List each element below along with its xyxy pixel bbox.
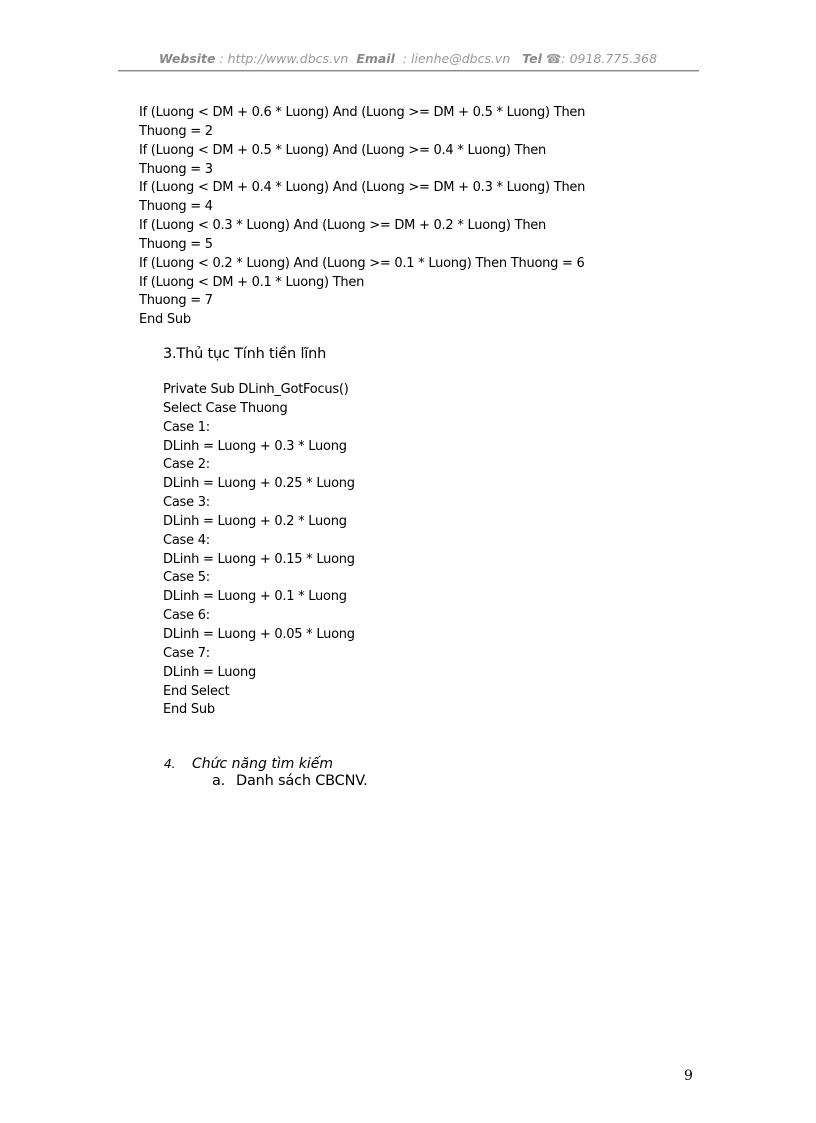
code-line: DLinh = Luong: [163, 664, 256, 680]
section-3-title: 3.Thủ tục Tính tiền lĩnh: [163, 346, 327, 362]
email-label: Email: [356, 51, 395, 66]
subsection-title: Danh sách CBCNV.: [236, 773, 368, 789]
code-line: Case 2:: [163, 457, 210, 473]
code-line: DLinh = Luong + 0.15 * Luong: [163, 551, 355, 567]
tel-label: Tel: [522, 51, 542, 66]
code-line: Thuong = 4: [139, 199, 213, 215]
subsection-letter: a.: [212, 773, 226, 789]
subsection-a: [212, 773, 368, 789]
code-line: Case 6:: [163, 608, 210, 624]
code-line: End Sub: [139, 312, 191, 328]
tel-number: : 0918.775.368: [561, 51, 658, 66]
code-line: If (Luong < DM + 0.5 * Luong) And (Luong >= 0.4 * Luong) Then: [139, 142, 547, 158]
code-line: DLinh = Luong + 0.1 * Luong: [163, 589, 347, 605]
website-label: Website: [158, 51, 216, 66]
code-line: If (Luong < DM + 0.6 * Luong) And (Luong >= DM + 0.5 * Luong) Then: [139, 105, 586, 120]
email-address: : lienhe@dbcs.vn: [402, 51, 511, 66]
code-block-thuong: [139, 104, 585, 330]
code-line: Thuong = 2: [139, 123, 213, 139]
code-line: DLinh = Luong + 0.05 * Luong: [163, 626, 355, 642]
section-4-label: Chức năng tìm kiếm: [192, 756, 334, 772]
code-line: Case 7:: [163, 645, 210, 661]
code-line: DLinh = Luong + 0.25 * Luong: [163, 476, 355, 492]
code-line: If (Luong < 0.2 * Luong) And (Luong >= 0.1 * Luong) Then Thuong = 6: [139, 255, 585, 271]
website-url: : http://www.dbcs.vn: [219, 51, 349, 66]
code-line: Case 5:: [163, 570, 210, 586]
header-rule: [118, 70, 699, 72]
page-number: 9: [684, 1068, 693, 1084]
code-block-dlinh: [163, 381, 355, 720]
code-line: Thuong = 5: [139, 236, 213, 252]
code-line: Case 3:: [163, 495, 210, 511]
code-line: End Select: [163, 683, 230, 699]
phone-icon: ☎: [545, 51, 562, 66]
code-line: If (Luong < 0.3 * Luong) And (Luong >= DM + 0.2 * Luong) Then: [139, 218, 547, 234]
code-line: Private Sub DLinh_GotFocus(): [163, 382, 349, 397]
code-line: If (Luong < DM + 0.4 * Luong) And (Luong >= DM + 0.3 * Luong) Then: [139, 180, 586, 196]
page-header: [118, 51, 698, 66]
code-line: Case 4:: [163, 532, 210, 548]
code-line: Thuong = 3: [139, 161, 213, 177]
code-line: DLinh = Luong + 0.3 * Luong: [163, 438, 347, 454]
code-line: Thuong = 7: [139, 293, 213, 309]
code-line: DLinh = Luong + 0.2 * Luong: [163, 513, 347, 529]
code-line: Select Case Thuong: [163, 400, 288, 416]
code-line: Case 1:: [163, 419, 210, 435]
section-4-title: [164, 756, 333, 772]
code-line: End Sub: [163, 702, 215, 718]
code-line: If (Luong < DM + 0.1 * Luong) Then: [139, 274, 365, 290]
section-4-number: 4.: [164, 757, 176, 771]
